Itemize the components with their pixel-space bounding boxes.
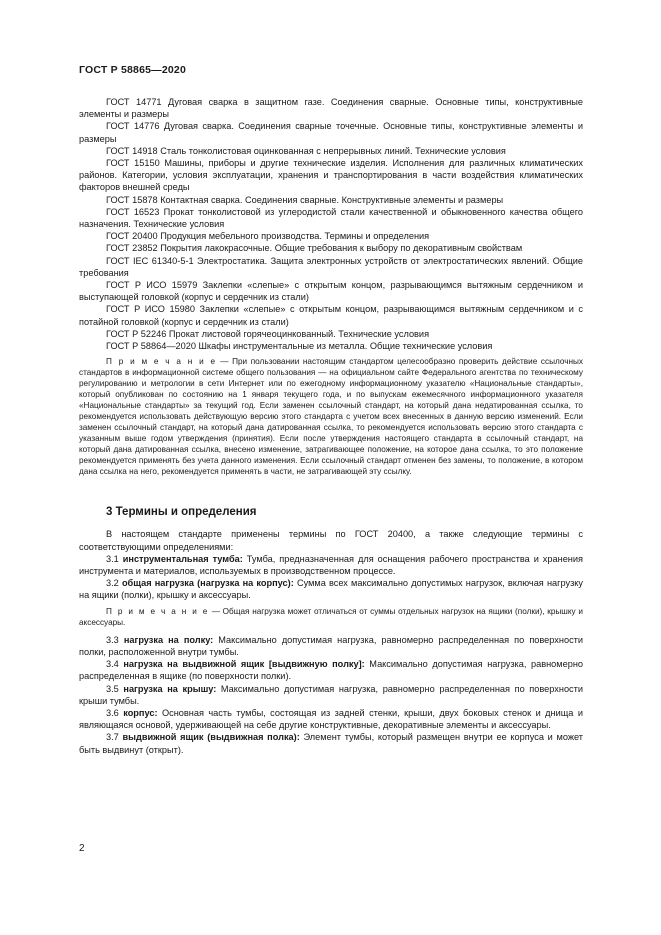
reference-item: ГОСТ 14776 Дуговая сварка. Соединения сварные точечные. Основные типы, конструктивные элементы и размеры: [79, 121, 583, 144]
note-label: П р и м е ч а н и е: [106, 357, 217, 367]
term-definition-text: Сумма всех максимально допустимых нагрузок, включая нагрузку на ящики (полки), крышку и аксессуары.: [79, 578, 584, 601]
note-references: [79, 356, 583, 477]
term-definition: [79, 707, 583, 731]
reference-item: ГОСТ 23852 Покрытия лакокрасочные. Общие требования к выбору по декоративным свойствам: [106, 243, 523, 254]
section-title: 3 Термины и определения: [106, 506, 257, 519]
note-total-load: [79, 606, 583, 628]
term-name: нагрузка на полку:: [123, 634, 214, 645]
reference-item: ГОСТ 16523 Прокат тонколистовой из углеродистой стали качественной и обыкновенного качества общего назначения. Технические условия: [79, 206, 583, 230]
page-number: 2: [79, 843, 85, 854]
term-name: корпус:: [123, 707, 158, 718]
reference-item: ГОСТ IEC 61340-5-1 Электростатика. Защита электронных устройств от электростатических явлений. Общие требования: [79, 255, 583, 278]
reference-item: ГОСТ Р 58864—2020 Шкафы инструментальные из металла. Общие технические условия: [106, 341, 493, 352]
term-name: инструментальная тумба:: [122, 553, 243, 564]
reference-item: ГОСТ 14918 Сталь тонколистовая оцинкованная с непрерывных линий. Технические условия: [106, 145, 506, 156]
reference-item: ГОСТ Р ИСО 15980 Заклепки «слепые» с открытым концом, разрывающимся вытяжным сердечником и с потайной головкой (корпус и сердечник из стали): [79, 304, 583, 327]
term-definition: [79, 683, 583, 707]
term-name: общая нагрузка (нагрузка на корпус):: [121, 578, 294, 589]
term-number: 3.1: [106, 553, 123, 564]
term-definition-text: Тумба, предназначенная для оснащения рабочего пространства и хранения инструмента и материалов, используемых в производственном процессе.: [79, 553, 583, 577]
page-header-title: ГОСТ Р 58865—2020: [79, 64, 187, 76]
note-label: П р и м е ч а н и е: [106, 606, 209, 616]
term-definition-text: Максимально допустимая нагрузка, равномерно распределенная по поверхности полки, расположенной внутри тумбы.: [79, 634, 584, 657]
term-name: нагрузка на крышу:: [123, 683, 217, 694]
reference-item: ГОСТ Р ИСО 15979 Заклепки «слепые» с открытым концом, разрывающимся вытяжным сердечником и выступающей головкой (корпус и сердечник из стали): [79, 280, 583, 303]
term-number: 3.5: [106, 683, 124, 694]
term-definition: [79, 577, 583, 601]
term-name: выдвижной ящик (выдвижная полка):: [122, 732, 300, 743]
term-definition: [79, 553, 583, 577]
note-text: — При пользовании настоящим стандартом целесообразно проверить действие ссылочных стандартов в информационной системе общего пользования — на официальном сайте Федерального агентства по техническому регулированию и метрологии в сети Интернет или по ежегодному информационному указателю «Национальные стандарты», который опубликован по состоянию на 1 января текущего года, и по выпускам ежемесячного информационного указателя «Национальные стандарты» за текущий год. Если заменен ссылочный стандарт, на который дана недатированная ссылка, то рекомендуется использовать действующую версию этого стандарта с учетом всех внесенных в данную версию изменений. Если заменен ссылочный стандарт, на который дана датированная ссылка, то рекомендуется использовать версию этого стандарта с указанным выше годом утверждения (принятия). Если после утверждения настоящего стандарта в ссылочный стандарт, на который дана датированная ссылка, внесено изменение, затрагивающее положение, на которое дана ссылка, то это положение рекомендуется применять без учета данного изменения. Если ссылочный стандарт отменен без замены, то положение, в котором дана ссылка на него, рекомендуется применять в части, не затрагивающей эту ссылку.: [79, 357, 583, 477]
term-definition: [79, 634, 583, 658]
term-number: 3.4: [106, 659, 124, 670]
reference-item: ГОСТ 15878 Контактная сварка. Соединения сварные. Конструктивные элементы и размеры: [106, 194, 504, 205]
term-number: 3.2: [106, 578, 122, 589]
reference-item: ГОСТ Р 52246 Прокат листовой горячеоцинкованный. Технические условия: [106, 328, 430, 339]
term-definition-text: Основная часть тумбы, состоящая из задней стенки, крыши, двух боковых стенок и днища и являющаяся основой, удерживающей на себе другие конструктивные, декоративные элементы и аксессуары.: [79, 707, 583, 731]
page-content: [79, 96, 583, 756]
reference-item: ГОСТ 20400 Продукция мебельного производства. Термины и определения: [106, 231, 430, 242]
term-definition-text: Элемент тумбы, который размещен внутри ее корпуса и может быть выдвинут (открыт).: [79, 732, 583, 755]
reference-item: ГОСТ 15150 Машины, приборы и другие технические изделия. Исполнения для различных климатических районов. Категории, условия эксплуатации, хранения и транспортирования в части воздействия климатических факторов внешней среды: [79, 158, 583, 193]
term-definition-text: Максимально допустимая нагрузка, равномерно распределенная в ящике (по поверхности полки).: [79, 659, 584, 682]
term-number: 3.7: [106, 732, 123, 743]
section-intro: В настоящем стандарте применены термины по ГОСТ 20400, а также следующие термины с соответствующими определениями:: [79, 529, 583, 552]
term-definition: [79, 658, 583, 682]
term-definition: [79, 731, 583, 755]
note-text: — Общая нагрузка может отличаться от суммы отдельных нагрузок на ящики (полки), крышку и аксессуары.: [79, 606, 583, 627]
term-definition-text: Максимально допустимая нагрузка, равномерно распределенная по поверхности крыши тумбы.: [79, 683, 583, 706]
reference-item: ГОСТ 14771 Дуговая сварка в защитном газе. Соединения сварные. Основные типы, конструктивные элементы и размеры: [79, 97, 583, 120]
term-number: 3.6: [106, 707, 124, 718]
term-name: нагрузка на выдвижной ящик [выдвижную полку]:: [123, 659, 365, 670]
term-number: 3.3: [106, 634, 124, 645]
